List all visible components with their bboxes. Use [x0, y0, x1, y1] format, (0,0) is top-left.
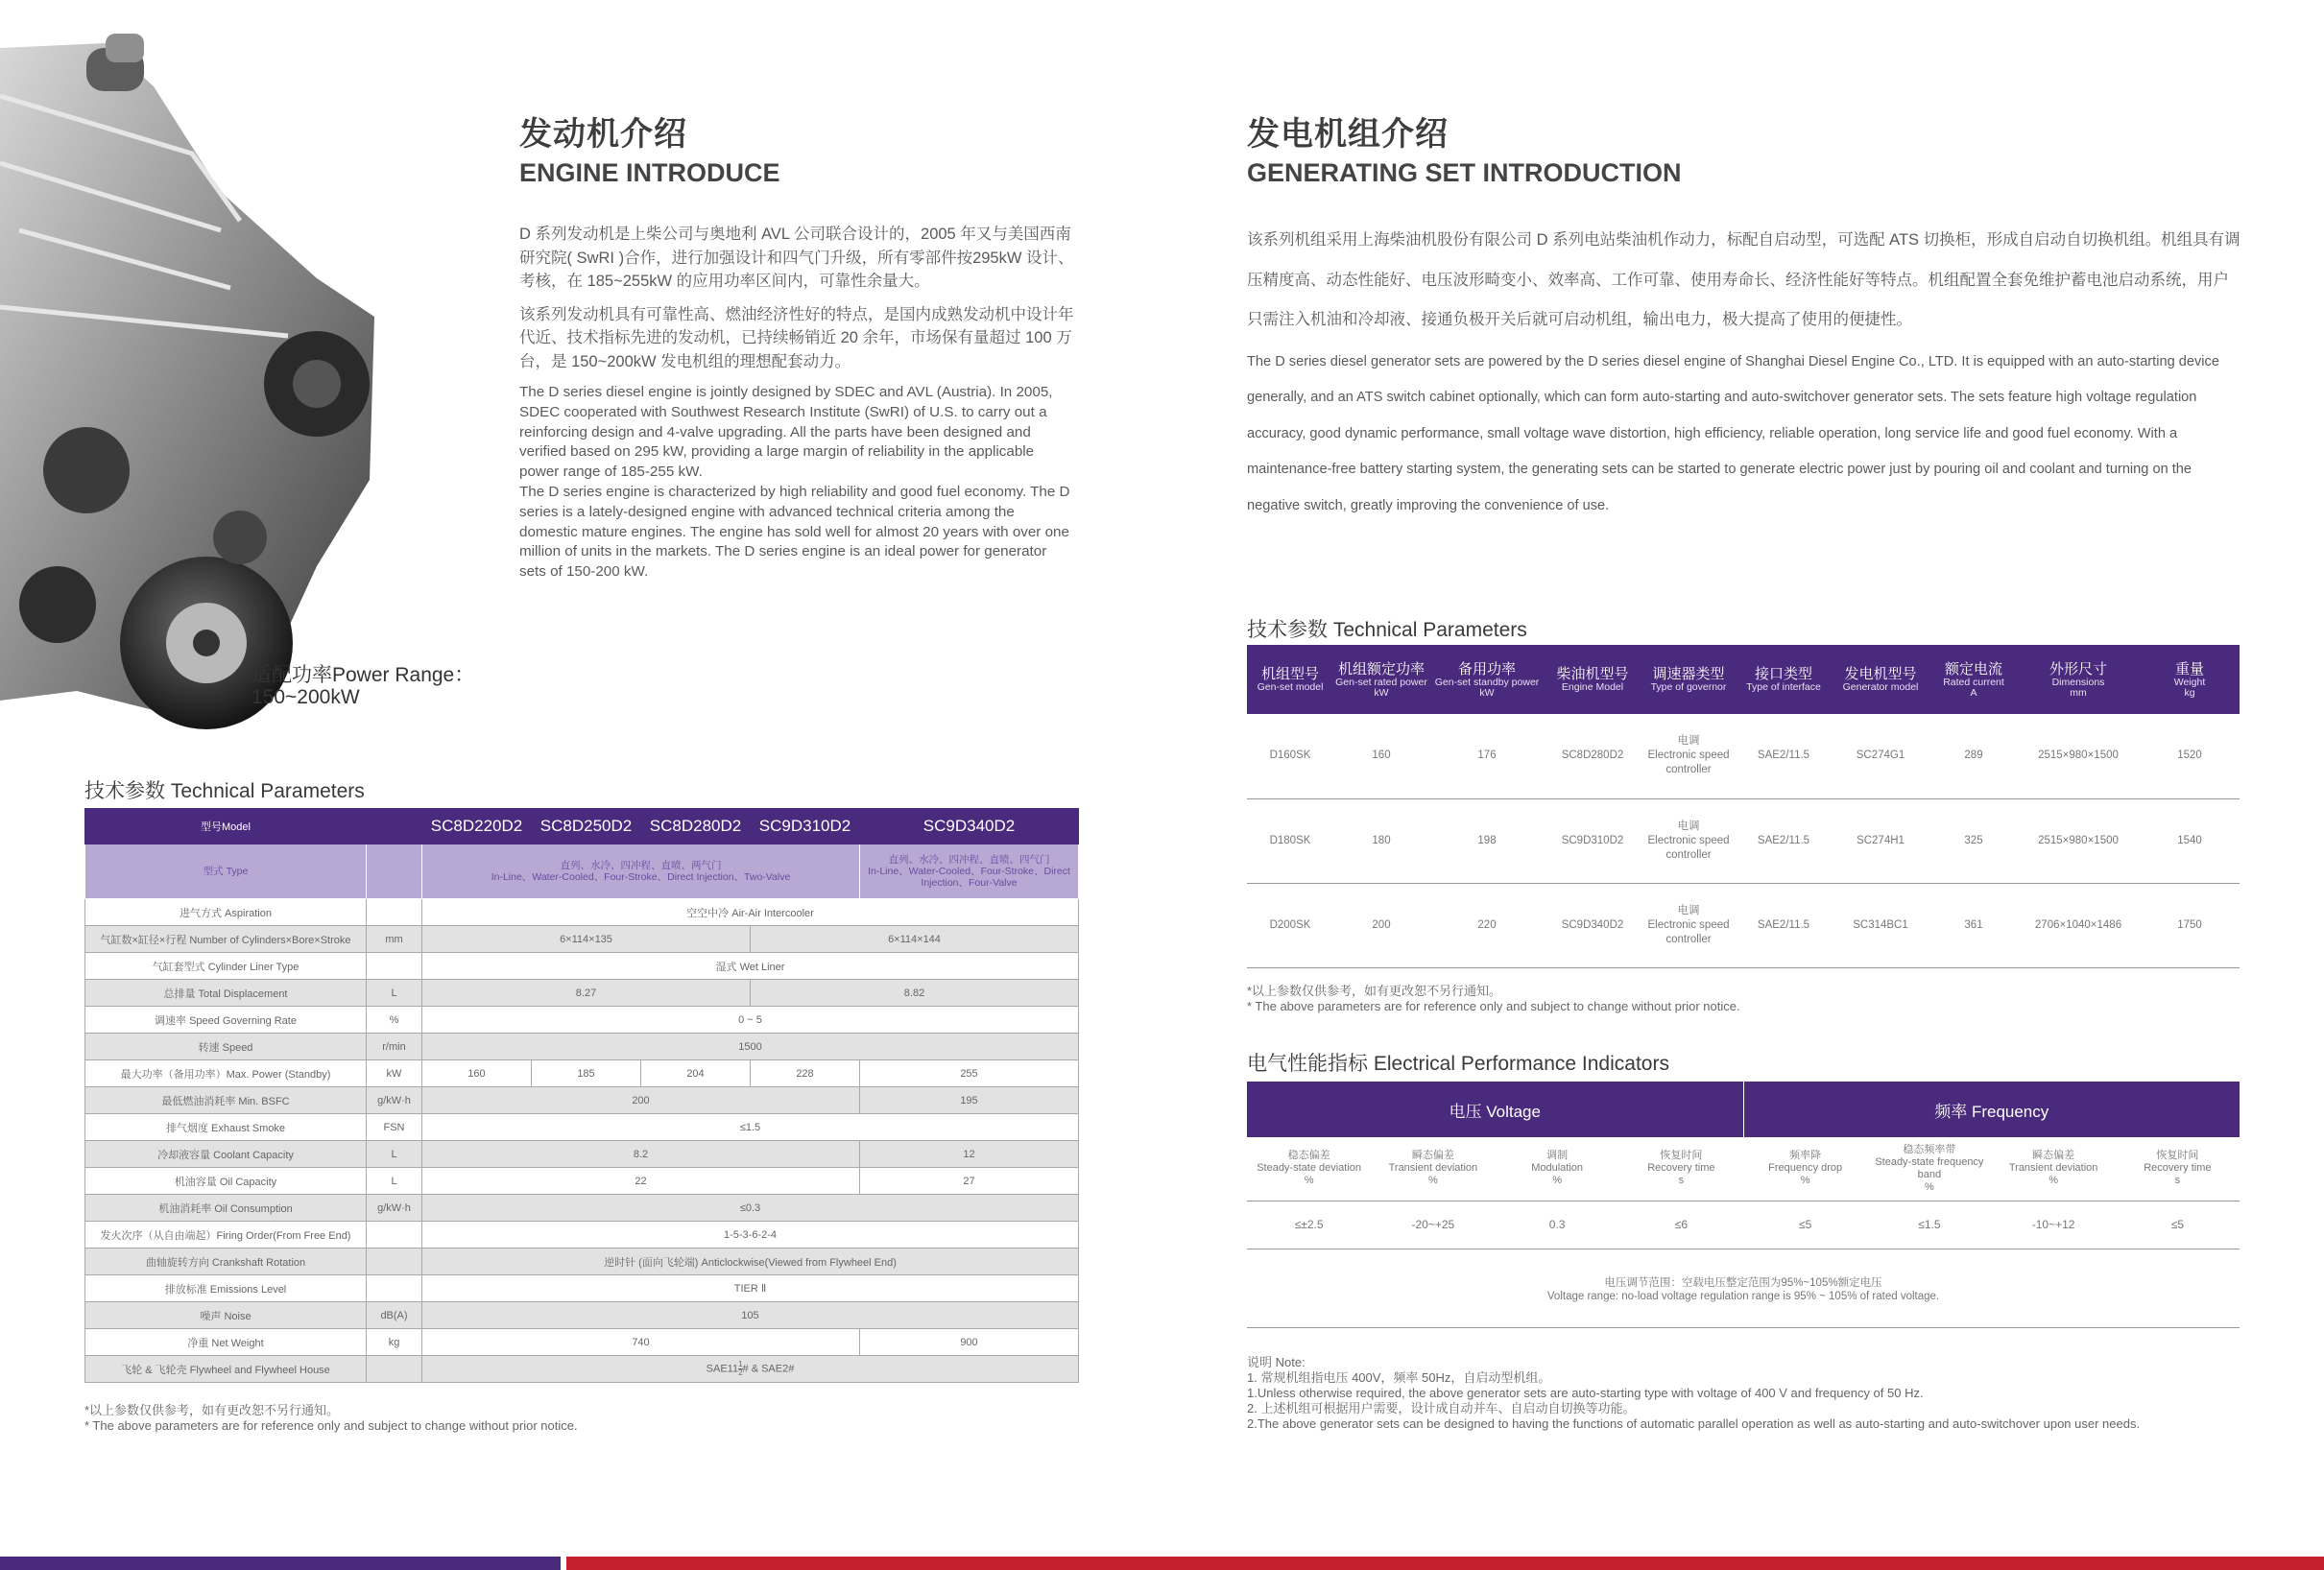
table-cell: SC9D310D2 — [1545, 798, 1641, 883]
row-unit: L — [367, 1141, 422, 1168]
genset-header-cell — [2140, 645, 2240, 714]
fraction-denominator: 2 — [738, 1368, 743, 1377]
header-cn: 额定电流 — [1944, 660, 2002, 678]
table-row — [85, 1034, 1079, 1060]
row-value: 740 — [422, 1329, 860, 1356]
genset-intro-text — [1247, 221, 2241, 524]
row-unit — [367, 1222, 422, 1249]
row-value: 6×114×144 — [751, 926, 1079, 953]
table-cell: 电调 Electronic speed controller — [1641, 883, 1737, 967]
header-en: Gen-set standby power kW — [1434, 676, 1540, 699]
row-value: 8.2 — [422, 1141, 860, 1168]
table-cell: 1750 — [2140, 883, 2240, 967]
table-row — [85, 1087, 1079, 1114]
header-cn: 调速器类型 — [1652, 666, 1725, 682]
table-cell: 325 — [1930, 798, 2017, 883]
engine-paragraph-en-1: The D series diesel engine is jointly designed by SDEC and AVL (Austria). In 2005, SDEC cooperated with Southwest Research Institute (SwRI) of U.S. to carry out a reinforcing design and 4-valve upgrading. All the parts have been designed and verified based on 295 kW, providing a large margin of reliability in the applicable power range of 185-255 kW. — [519, 384, 1053, 481]
table-cell: D160SK — [1247, 714, 1333, 798]
row-unit — [367, 1356, 422, 1383]
table-row — [85, 980, 1079, 1007]
table-cell: SC274G1 — [1831, 714, 1930, 798]
header-en: Type of governor — [1650, 681, 1727, 693]
genset-header-cell — [1545, 645, 1641, 714]
electrical-value: ≤5 — [2116, 1201, 2240, 1249]
table-row — [85, 926, 1079, 953]
genset-parameters-table — [1247, 645, 2240, 968]
flywheel-value: SAE11 — [706, 1363, 739, 1375]
note-item: 1. 常规机组指电压 400V，频率 50Hz，自启动型机组。 — [1247, 1370, 1551, 1385]
note-en: * The above parameters are for reference only and subject to change without prior notice. — [1247, 999, 1740, 1013]
row-value: 12 — [860, 1141, 1079, 1168]
electrical-header — [1247, 1082, 2240, 1137]
table-row — [85, 1302, 1079, 1329]
row-label: 气缸套型式 Cylinder Liner Type — [85, 953, 367, 980]
row-value: 空空中冷 Air-Air Intercooler — [422, 899, 1079, 926]
table-cell: 176 — [1429, 714, 1545, 798]
row-unit — [367, 1249, 422, 1275]
table-row — [85, 899, 1079, 926]
model-unit-cell — [367, 809, 422, 844]
table-row — [85, 1329, 1079, 1356]
electrical-value: -20~+25 — [1371, 1201, 1495, 1249]
engine-intro-text — [519, 223, 1076, 583]
table-cell: D200SK — [1247, 883, 1333, 967]
header-en: Dimensions mm — [2051, 676, 2105, 699]
genset-paragraph-cn: 该系列机组采用上海柴油机股份有限公司 D 系列电站柴油机作动力，标配自启动型，可选配 ATS 切换柜，形成自启动自切换机组。机组具有调压精度高、动态性能好、电压波形畸变小、效率高、工作可靠、使用寿命长、经济性能好等特点。机组配置全套免维护蓄电池启动系统，用户只需注入机油和冷却液、接通负极开关后就可启动机组，输出电力，极大提高了使用的便捷性。 — [1247, 231, 2240, 328]
engine-intro-section — [519, 107, 1076, 188]
header-cn: 备用功率 — [1457, 660, 1516, 678]
electrical-table — [1247, 1082, 2240, 1328]
table-row — [85, 1356, 1079, 1383]
table-row — [85, 1007, 1079, 1034]
row-value: 900 — [860, 1329, 1079, 1356]
voltage-header: 电压 Voltage — [1247, 1082, 1744, 1137]
genset-tech-title: 技术参数 Technical Parameters — [1247, 619, 1527, 641]
genset-table-note — [1247, 984, 1740, 1014]
notes-section — [1247, 1355, 2140, 1432]
engine-tech-title: 技术参数 Technical Parameters — [84, 780, 365, 802]
engine-parameters-table — [84, 808, 1079, 1383]
row-value: 1-5-3-6-2-4 — [422, 1222, 1079, 1249]
note-cn: *以上参数仅供参考，如有更改恕不另行通知。 — [1247, 984, 1502, 998]
genset-title-en: GENERATING SET INTRODUCTION — [1247, 158, 1682, 187]
row-label: 排放标准 Emissions Level — [85, 1275, 367, 1302]
table-row — [85, 953, 1079, 980]
row-label: 噪声 Noise — [85, 1302, 367, 1329]
note-item: 1.Unless otherwise required, the above generator sets are auto-starting type with voltage of 400 V and frequency of 50 Hz. — [1247, 1386, 1924, 1400]
header-cn: 发电机型号 — [1844, 666, 1917, 682]
row-unit: g/kW·h — [367, 1087, 422, 1114]
table-row — [85, 809, 1079, 844]
table-row — [85, 1141, 1079, 1168]
row-unit — [367, 953, 422, 980]
row-value — [422, 1356, 1079, 1383]
table-cell: 200 — [1333, 883, 1429, 967]
table-cell: SC274H1 — [1831, 798, 1930, 883]
table-cell: 220 — [1429, 883, 1545, 967]
electrical-label: 稳态偏差 Steady-state deviation % — [1247, 1137, 1371, 1201]
electrical-value: ≤6 — [1619, 1201, 1743, 1249]
header-en: Rated current A — [1943, 676, 2004, 699]
row-value: TIER Ⅱ — [422, 1275, 1079, 1302]
table-cell: 电调 Electronic speed controller — [1641, 714, 1737, 798]
row-unit: g/kW·h — [367, 1195, 422, 1222]
fraction-numerator: 1 — [738, 1360, 743, 1368]
engine-table-note — [84, 1403, 578, 1434]
header-cn: 重量 — [2174, 660, 2204, 678]
electrical-label: 调制 Modulation % — [1496, 1137, 1619, 1201]
genset-paragraph-en: The D series diesel generator sets are powered by the D series diesel engine of Shanghai Diesel Engine Co., LTD. It is equipped with an auto-starting device generally, and an ATS switch cabinet optionally, which can form auto-starting and auto-switchover generator sets. The sets feature high voltage regulation accuracy, good dynamic performance, small voltage wave distortion, high efficiency, reliable operation, long service life and good fuel economy. With a maintenance-free battery starting system, the generating sets can be started to generate electric power just by pouring oil and coolant and turning on the negative switch, greatly improving the convenience of use. — [1247, 353, 2219, 513]
table-row — [85, 844, 1079, 899]
header-en: Generator model — [1842, 681, 1919, 693]
header-en: Gen-set rated power kW — [1335, 676, 1427, 699]
table-row — [85, 1168, 1079, 1195]
row-label: 排气烟度 Exhaust Smoke — [85, 1114, 367, 1141]
electrical-label: 恢复时间 Recovery time s — [2116, 1137, 2240, 1201]
electrical-value: ≤±2.5 — [1247, 1201, 1371, 1249]
note-item: 2.The above generator sets can be designed to having the functions of automatic parallel operation as well as auto-starting and auto-switchover upon user needs. — [1247, 1416, 2141, 1431]
table-row — [85, 1060, 1079, 1087]
type-unit-cell — [367, 844, 422, 899]
engine-title-en: ENGINE INTRODUCE — [519, 158, 780, 187]
table-cell: 1540 — [2140, 798, 2240, 883]
row-value: 22 — [422, 1168, 860, 1195]
genset-header-cell — [1333, 645, 1429, 714]
row-value: 185 — [532, 1060, 641, 1087]
row-label: 进气方式 Aspiration — [85, 899, 367, 926]
table-cell: 198 — [1429, 798, 1545, 883]
row-unit: L — [367, 1168, 422, 1195]
row-value: 160 — [422, 1060, 532, 1087]
row-value: 1500 — [422, 1034, 1079, 1060]
row-label: 净重 Net Weight — [85, 1329, 367, 1356]
genset-header-cell — [1429, 645, 1545, 714]
model-label: 型号Model — [85, 809, 367, 844]
table-row — [1247, 714, 2240, 798]
model-sc9d310d2: SC9D310D2 — [751, 809, 860, 844]
row-label: 发火次序（从自由端起）Firing Order(From Free End) — [85, 1222, 367, 1249]
row-label: 机油消耗率 Oil Consumption — [85, 1195, 367, 1222]
electrical-label: 瞬态偏差 Transient deviation % — [1371, 1137, 1495, 1201]
table-cell: 289 — [1930, 714, 2017, 798]
engine-illustration — [0, 29, 384, 729]
genset-header-cell — [2017, 645, 2140, 714]
table-cell: 2515×980×1500 — [2017, 798, 2140, 883]
genset-title-cn: 发电机组介绍 — [1247, 116, 1449, 153]
header-en: Type of interface — [1746, 681, 1821, 693]
row-unit: kW — [367, 1060, 422, 1087]
row-value: 逆时针 (面向飞轮端) Anticlockwise(Viewed from Flywheel End) — [422, 1249, 1079, 1275]
table-cell: SAE2/11.5 — [1737, 798, 1831, 883]
row-value: 204 — [641, 1060, 751, 1087]
table-cell: 160 — [1333, 714, 1429, 798]
table-cell: 2515×980×1500 — [2017, 714, 2140, 798]
model-sc8d250d2: SC8D250D2 — [532, 809, 641, 844]
table-cell: SAE2/11.5 — [1737, 883, 1831, 967]
row-value: 200 — [422, 1087, 860, 1114]
row-value: 湿式 Wet Liner — [422, 953, 1079, 980]
footer-bar-purple — [0, 1557, 561, 1570]
type-8d: 直列、水冷、四冲程、直喷、两气门 In-Line、Water-Cooled、Four-Stroke、Direct Injection、Two-Valve — [422, 844, 860, 899]
table-cell: 361 — [1930, 883, 2017, 967]
electrical-value: ≤5 — [1743, 1201, 1867, 1249]
row-value: 228 — [751, 1060, 860, 1087]
frequency-header: 频率 Frequency — [1934, 1102, 2049, 1121]
engine-paragraph-en-2: The D series engine is characterized by high reliability and good fuel economy. The D series is a lately-designed engine with advanced technical criteria among the domestic mature engines. The engine has sold well for almost 20 years with over one million of units in the markets. The D series engine is an ideal power for generator sets of 150-200 kW. — [519, 483, 1070, 581]
row-value: 0 ~ 5 — [422, 1007, 1079, 1034]
electrical-value: ≤1.5 — [1867, 1201, 1991, 1249]
row-value: ≤0.3 — [422, 1195, 1079, 1222]
header-en: Gen-set model — [1257, 681, 1324, 693]
electrical-label-row — [1247, 1137, 2240, 1201]
row-unit: kg — [367, 1329, 422, 1356]
model-sc8d280d2: SC8D280D2 — [641, 809, 751, 844]
row-value: 8.82 — [751, 980, 1079, 1007]
table-row — [85, 1195, 1079, 1222]
engine-title-cn: 发动机介绍 — [519, 116, 687, 153]
electrical-value: 0.3 — [1496, 1201, 1619, 1249]
row-unit — [367, 899, 422, 926]
electrical-note-en: Voltage range: no-load voltage regulation range is 95% ~ 105% of rated voltage. — [1546, 1290, 1940, 1302]
model-sc9d340d2: SC9D340D2 — [860, 809, 1079, 844]
header-en: Weight kg — [2173, 676, 2206, 699]
note-en: * The above parameters are for reference only and subject to change without prior notice. — [84, 1418, 578, 1433]
genset-header-cell — [1930, 645, 2017, 714]
row-label: 曲轴旋转方向 Crankshaft Rotation — [85, 1249, 367, 1275]
row-label: 气缸数×缸径×行程 Number of Cylinders×Bore×Stroke — [85, 926, 367, 953]
electrical-label: 稳态频率带 Steady-state frequency band % — [1867, 1137, 1991, 1201]
electrical-label: 频率降 Frequency drop % — [1743, 1137, 1867, 1201]
table-cell: 2706×1040×1486 — [2017, 883, 2140, 967]
power-range-line2: 150~200kW — [252, 686, 360, 708]
table-cell: 1520 — [2140, 714, 2240, 798]
note-item: 2. 上述机组可根据用户需要，设计成自动并车、自启动自切换等功能。 — [1247, 1401, 1636, 1415]
power-range-line1: 适配功率Power Range： — [252, 664, 475, 686]
table-row — [1247, 883, 2240, 967]
genset-header-cell — [1831, 645, 1930, 714]
model-sc8d220d2: SC8D220D2 — [422, 809, 532, 844]
table-row — [85, 1114, 1079, 1141]
row-unit — [367, 1275, 422, 1302]
row-label: 机油容量 Oil Capacity — [85, 1168, 367, 1195]
row-value: ≤1.5 — [422, 1114, 1079, 1141]
table-row — [85, 1222, 1079, 1249]
header-en: Engine Model — [1561, 681, 1624, 693]
row-unit: FSN — [367, 1114, 422, 1141]
engine-paragraph-cn-2: 该系列发动机具有可靠性高、燃油经济性好的特点，是国内成熟发动机中设计年代近、技术指标先进的发动机，已持续畅销近 20 余年，市场保有量超过 100 万台，是 150~200kW 发电机组的理想配套动力。 — [519, 305, 1074, 370]
table-row — [85, 1249, 1079, 1275]
table-cell: 电调 Electronic speed controller — [1641, 798, 1737, 883]
electrical-label: 瞬态偏差 Transient deviation % — [1992, 1137, 2116, 1201]
row-value: 195 — [860, 1087, 1079, 1114]
power-range-label — [252, 664, 474, 708]
header-cn: 外形尺寸 — [2048, 660, 2107, 678]
row-label: 飞轮 & 飞轮壳 Flywheel and Flywheel House — [85, 1356, 367, 1383]
row-value: 105 — [422, 1302, 1079, 1329]
row-value: 255 — [860, 1060, 1079, 1087]
flywheel-value-tail: # & SAE2# — [742, 1363, 795, 1375]
table-cell: SC9D340D2 — [1545, 883, 1641, 967]
row-label: 调速率 Speed Governing Rate — [85, 1007, 367, 1034]
notes-title: 说明 Note: — [1247, 1355, 1306, 1369]
electrical-note-cn: 电压调节范围：空载电压整定范围为95%~105%额定电压 — [1604, 1276, 1882, 1289]
genset-header-cell — [1247, 645, 1333, 714]
header-cn: 机组型号 — [1260, 666, 1319, 682]
row-unit: L — [367, 980, 422, 1007]
table-cell: SC314BC1 — [1831, 883, 1930, 967]
table-cell: 180 — [1333, 798, 1429, 883]
row-unit: dB(A) — [367, 1302, 422, 1329]
electrical-note — [1247, 1249, 2240, 1328]
genset-header-cell — [1641, 645, 1737, 714]
table-cell: SC8D280D2 — [1545, 714, 1641, 798]
row-value: 8.27 — [422, 980, 751, 1007]
table-row — [85, 1275, 1079, 1302]
electrical-value: -10~+12 — [1992, 1201, 2116, 1249]
genset-header-row — [1247, 645, 2240, 714]
electrical-value-row — [1247, 1201, 2240, 1249]
genset-intro-section — [1247, 107, 2245, 188]
row-unit: r/min — [367, 1034, 422, 1060]
footer-bar-red — [566, 1557, 2324, 1570]
row-value: 6×114×135 — [422, 926, 751, 953]
row-label: 最大功率（备用功率）Max. Power (Standby) — [85, 1060, 367, 1087]
genset-header-cell — [1737, 645, 1831, 714]
table-row — [1247, 798, 2240, 883]
row-value: 27 — [860, 1168, 1079, 1195]
header-cn: 接口类型 — [1754, 666, 1812, 682]
type-9d: 直列、水冷、四冲程、直喷、四气门 In-Line、Water-Cooled、Four-Stroke、Direct Injection、Four-Valve — [860, 844, 1079, 899]
electrical-title: 电气性能指标 Electrical Performance Indicators — [1247, 1053, 1669, 1075]
header-cn: 柴油机型号 — [1556, 666, 1629, 682]
table-cell: D180SK — [1247, 798, 1333, 883]
row-unit: % — [367, 1007, 422, 1034]
row-unit: mm — [367, 926, 422, 953]
type-label: 型式 Type — [85, 844, 367, 899]
note-cn: *以上参数仅供参考，如有更改恕不另行通知。 — [84, 1403, 340, 1417]
table-cell: SAE2/11.5 — [1737, 714, 1831, 798]
engine-paragraph-cn-1: D 系列发动机是上柴公司与奥地利 AVL 公司联合设计的，2005 年又与美国西南研究院( SwRI )合作，进行加强设计和四气门升级，所有零部件按295kW 设计、考核，在 185~255kW 的应用功率区间内，可靠性余量大。 — [519, 226, 1074, 290]
electrical-label: 恢复时间 Recovery time s — [1619, 1137, 1743, 1201]
header-cn: 机组额定功率 — [1337, 660, 1425, 678]
row-label: 最低燃油消耗率 Min. BSFC — [85, 1087, 367, 1114]
row-label: 转速 Speed — [85, 1034, 367, 1060]
row-label: 总排量 Total Displacement — [85, 980, 367, 1007]
row-label: 冷却液容量 Coolant Capacity — [85, 1141, 367, 1168]
